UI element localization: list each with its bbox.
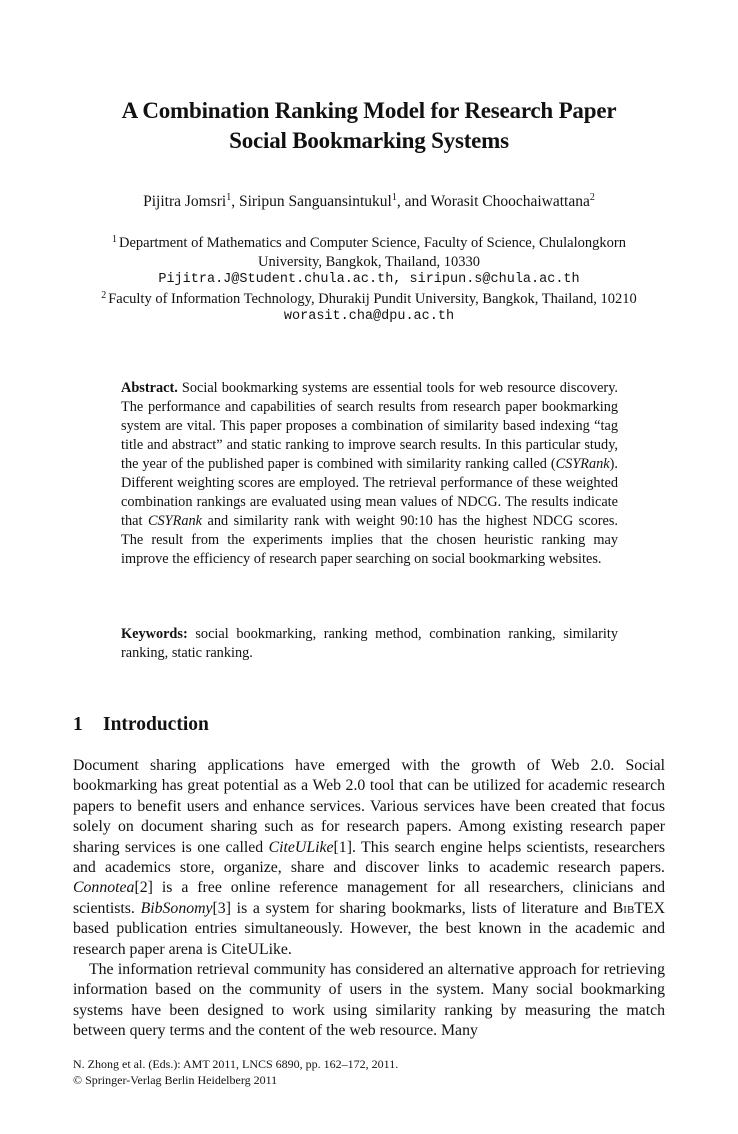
- bibtex-term: BibTEX: [612, 899, 665, 917]
- abstract-text: and similarity rank with weight 90:10 has the highest NDCG scores. The result from the experiments implies that the chosen heuristic ranking may improve the efficiency of research paper searching on social bookmarking websites.: [121, 513, 618, 567]
- citation-line: N. Zhong et al. (Eds.): AMT 2011, LNCS 6890, pp. 162–172, 2011.: [73, 1057, 399, 1071]
- author-separator: , and: [396, 193, 431, 210]
- body-text: Document sharing applications have emerged with the growth of Web 2.0. Social bookmarking has great potential as a Web 2.0 tool that can be utilized for academic research papers to benefit users and enhance services. Various services have been created that focus solely on document sharing such as for research papers. Among existing research paper sharing services is one called: [73, 757, 665, 856]
- paragraph-2: The information retrieval community has considered an alternative approach for retrieving information based on the community of users in the system. Many social bookmarking systems have been designed to work using similarity ranking by measuring the match between query terms and the content of the web resource. Many: [73, 961, 665, 1040]
- section-title: Introduction: [103, 714, 209, 735]
- author-affil-mark: 1: [226, 192, 232, 203]
- body-text: based publication entries simultaneously. However, the best known in the academic and research paper arena is CiteULike.: [73, 920, 665, 958]
- abstract-text: ). Different weighting scores are employed. The retrieval performance of these weighted combination rankings are evaluated using mean values of NDCG. The results indicate that: [121, 456, 618, 529]
- author-list: [0, 192, 738, 212]
- title-line-2: Social Bookmarking Systems: [229, 128, 509, 153]
- body-text: [1]. This search engine helps scientists, researchers and academics store, organize, share and discover links to academic research papers.: [73, 838, 666, 877]
- affil-mark: 2: [101, 289, 107, 301]
- abstract-label: Abstract.: [121, 380, 178, 396]
- copyright-line: © Springer-Verlag Berlin Heidelberg 2011: [73, 1073, 278, 1087]
- affiliation-1-line-2: University, Bangkok, Thailand, 10330: [258, 253, 480, 270]
- keywords-label: Keywords:: [121, 626, 188, 642]
- author-affil-mark: 1: [391, 192, 397, 203]
- section-number: 1: [73, 714, 83, 735]
- affil-text: Department of Mathematics and Computer Science, Faculty of Science, Chulalongkorn: [119, 235, 626, 251]
- body-text: [3] is a system for sharing bookmarks, lists of literature and: [212, 899, 613, 917]
- affiliation-1-line-1: [0, 234, 738, 253]
- product-name: Connotea: [73, 879, 135, 897]
- affiliation-2-emails[interactable]: worasit.cha@dpu.ac.th: [283, 309, 455, 324]
- author-separator: ,: [231, 193, 239, 210]
- abstract-term: CSYRank: [147, 513, 202, 529]
- affil-text: Faculty of Information Technology, Dhurakij Pundit University, Bangkok, Thailand, 10210: [108, 290, 637, 307]
- author-affil-mark: 2: [589, 192, 595, 203]
- abstract-term: CSYRank: [555, 456, 610, 472]
- keywords: [121, 625, 618, 663]
- author-name: Worasit Choochaiwattana: [430, 193, 590, 210]
- author-name: Pijitra Jomsri: [143, 193, 227, 210]
- abstract-text: Social bookmarking systems are essential tools for web resource discovery. The performance and capabilities of search results from research paper bookmarking system are vital. This paper proposes a combination of similarity based indexing “tag title and abstract” and static ranking to improve search results. In this particular study, the year of the published paper is combined with similarity ranking called (: [121, 380, 618, 472]
- product-name: CiteULike: [268, 838, 334, 856]
- body-text: [2] is a free online reference management for all researchers, clinicians and scientists.: [73, 879, 665, 917]
- affiliations: [0, 234, 738, 327]
- title-line-1: A Combination Ranking Model for Research Paper: [121, 98, 617, 123]
- section-body: [73, 756, 665, 1042]
- affiliation-1-emails[interactable]: Pijitra.J@Student.chula.ac.th, siripun.s@chula.ac.th: [158, 272, 580, 287]
- affil-mark: 1: [112, 234, 118, 245]
- paragraph-1: [73, 756, 665, 960]
- paper-title: [0, 96, 738, 156]
- keywords-text: social bookmarking, ranking method, combination ranking, similarity ranking, static ranking.: [121, 626, 618, 661]
- affiliation-2-line-1: [0, 290, 738, 309]
- section-heading-introduction: [73, 712, 209, 738]
- abstract: [121, 379, 618, 569]
- author-name: Siripun Sanguansintukul: [238, 193, 392, 210]
- publication-footer: [73, 1056, 398, 1088]
- product-name: BibSonomy: [140, 899, 213, 917]
